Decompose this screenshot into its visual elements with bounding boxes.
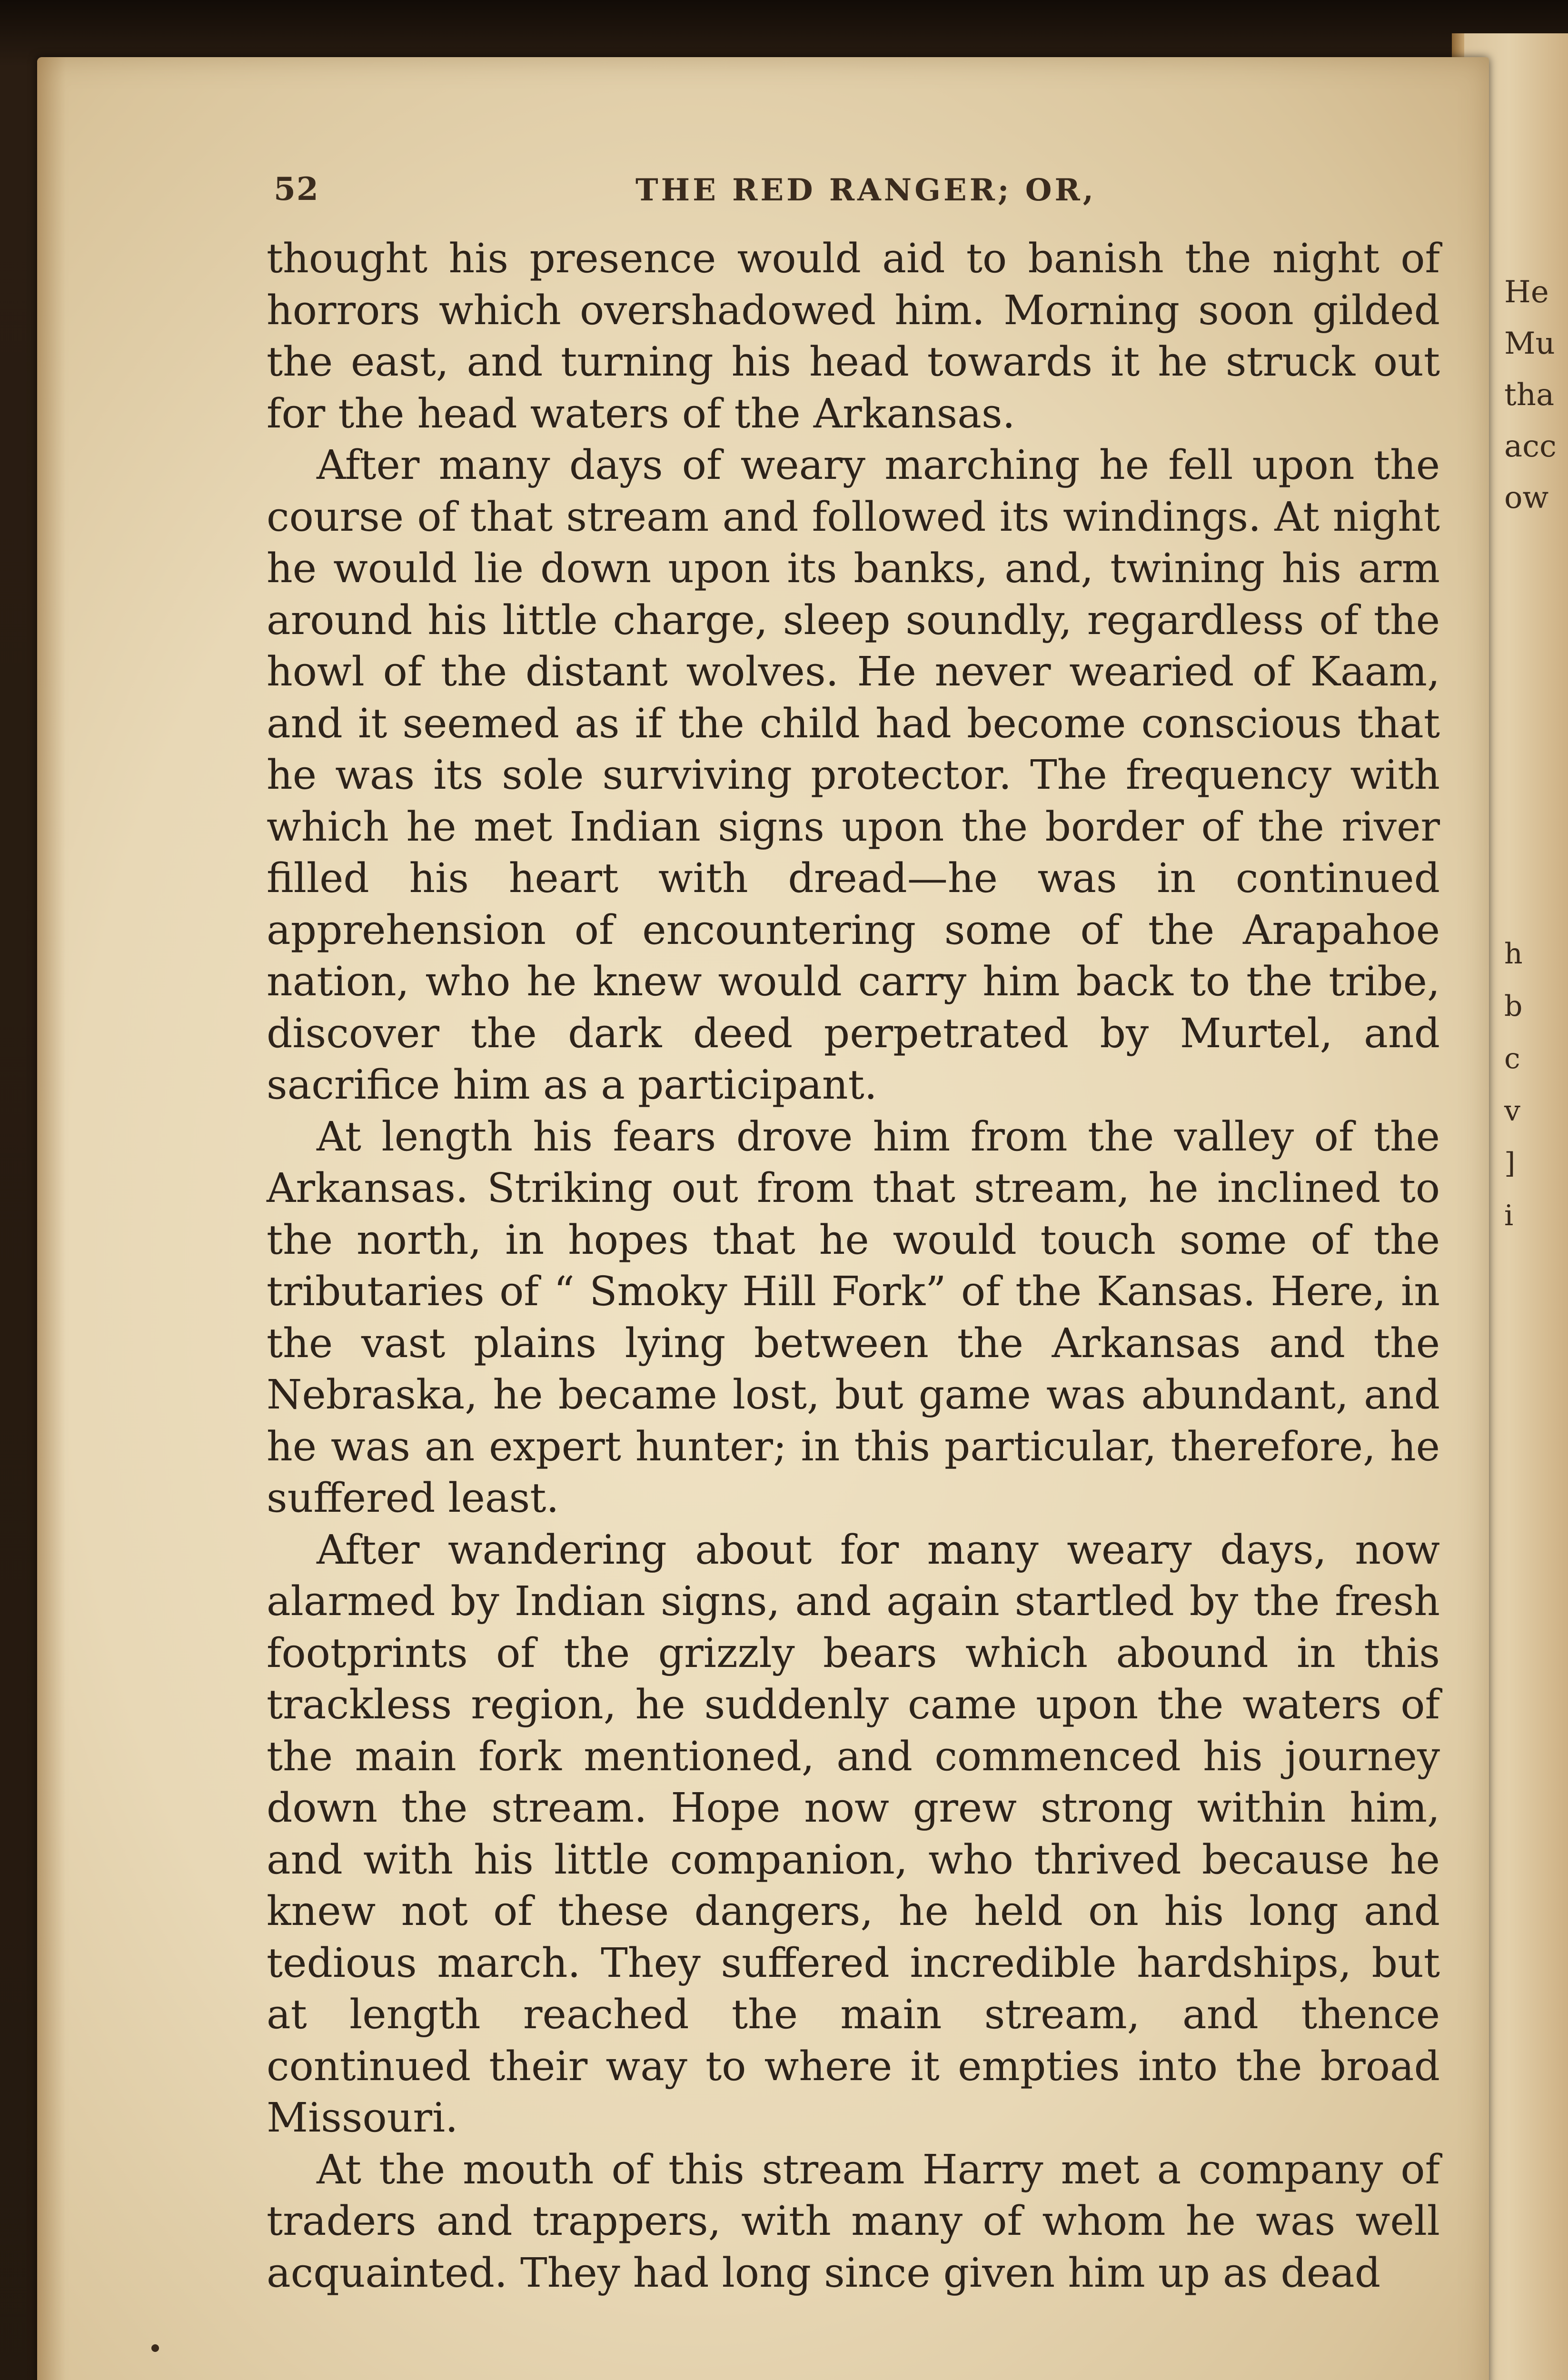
adjacent-fragment: ow xyxy=(1504,480,1549,516)
adjacent-fragment: Mu xyxy=(1504,326,1555,361)
adjacent-fragment: tha xyxy=(1504,377,1555,413)
adjacent-fragment: He xyxy=(1504,275,1549,310)
adjacent-fragment: v xyxy=(1504,1094,1520,1128)
paragraph: At length his fears drove him from the valley of the Arkansas. Striking out from that stream, he inclined to the north, in hopes that he would touch some of the tributaries of “ Smoky Hill Fork” of the Kansas. Here, in the vast plains lying between the Arkansas and the Nebraska, he became lost, but game was abundant, and he was an expert hunter; in this particular, therefore, he suffered least. xyxy=(267,1113,1440,1522)
paragraph: After many days of weary marching he fell upon the course of that stream and followed its windings. At night he would lie down upon its banks, and, twining his arm around his little charge, sleep soundly, regardless of the howl of the distant wolves. He never wearied of Kaam, and it seemed as if the child had become conscious that he was its sole surviving protector. The frequency with which he met Indian signs upon the border of the river filled his heart with dread—he was in continued apprehension of encountering some of the Arapahoe nation, who he knew would carry him back to the tribe, discover the dark deed perpetrated by Murtel, and sacrifice him as a participant. xyxy=(267,442,1440,1109)
adjacent-fragment: b xyxy=(1504,990,1523,1023)
adjacent-fragment: ] xyxy=(1504,1147,1516,1180)
running-head xyxy=(274,151,1435,208)
page-edge-shading xyxy=(37,57,66,2380)
paragraph: thought his presence would aid to banish the night of horrors which overshadowed him. Morning soon gilded the east, and turning his head towards it he struck out for the head waters of the Arkansas. xyxy=(267,235,1440,437)
adjacent-fragment: c xyxy=(1504,1042,1520,1075)
adjacent-fragment: acc xyxy=(1504,429,1557,464)
paragraph: After wandering about for many weary days, now alarmed by Indian signs, and again startled by the fresh footprints of the grizzly bears which abound in this trackless region, he suddenly came upon the waters of the main fork mentioned, and commenced his journey down the stream. Hope now grew strong within him, and with his little companion, who thrived because he knew not of these dangers, he held on his long and tedious march. They suffered incredible hardships, but at length reached the main stream, and thence continued their way to where it empties into the broad Missouri. xyxy=(267,1526,1440,2142)
paragraph: At the mouth of this stream Harry met a company of traders and trappers, with many of whom he was well acquainted. They had long since given him up as dead xyxy=(267,2146,1440,2297)
page-number: 52 xyxy=(274,170,319,208)
ink-speck xyxy=(151,2344,159,2352)
adjacent-fragment: h xyxy=(1504,937,1523,971)
adjacent-fragment: i xyxy=(1504,1199,1514,1232)
body-text xyxy=(267,233,1440,2299)
running-title: THE RED RANGER; OR, xyxy=(635,172,1096,208)
